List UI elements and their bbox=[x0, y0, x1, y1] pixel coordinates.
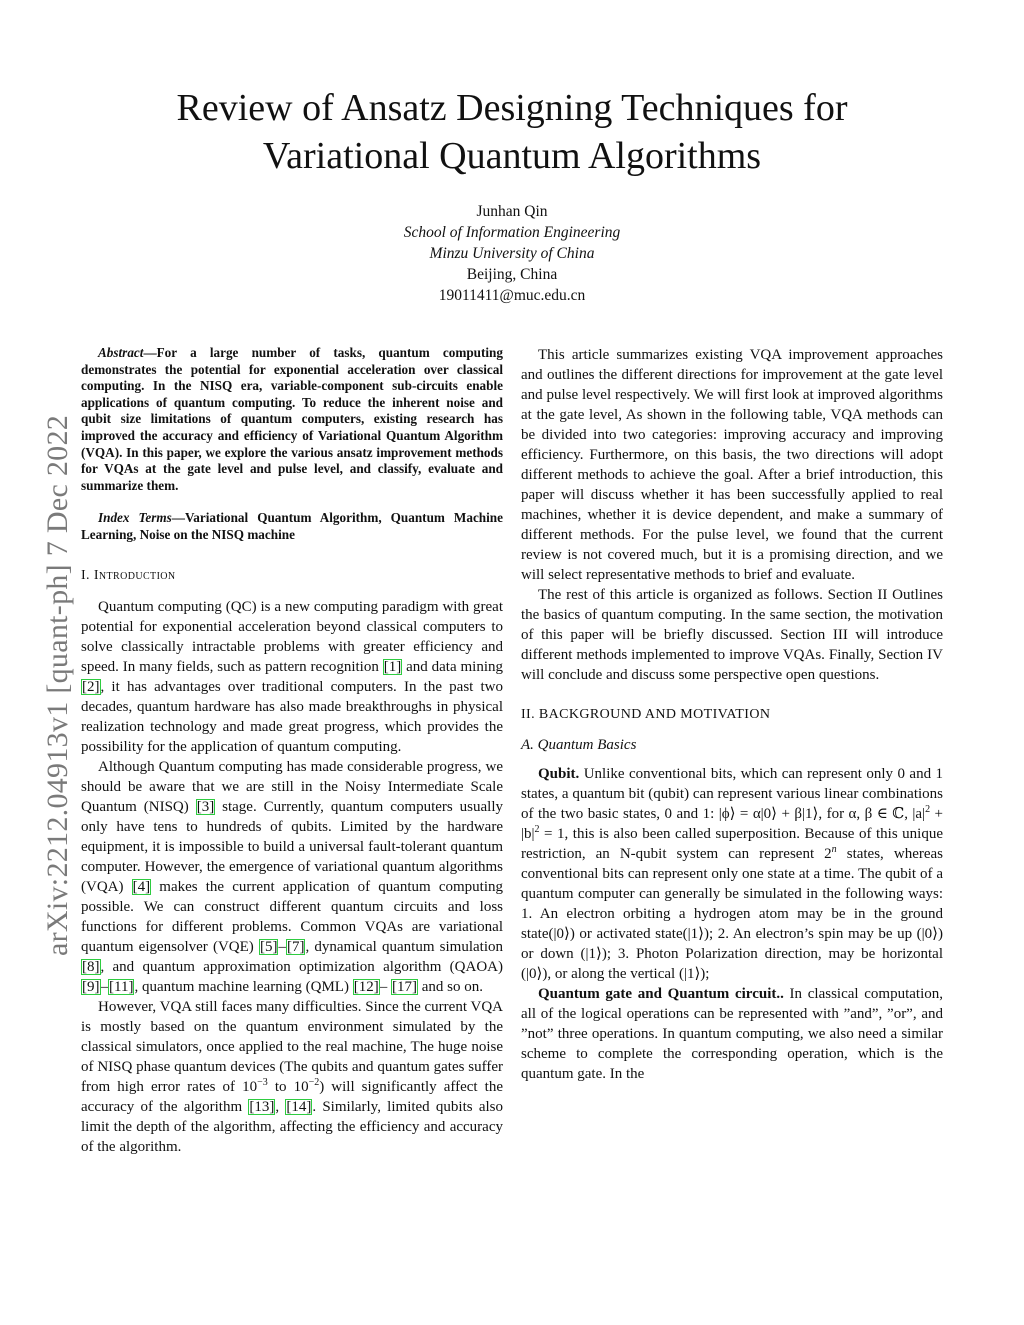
citation-link[interactable]: [14] bbox=[286, 1098, 312, 1115]
text-run: ) will significantly affect the accuracy of the algorithm bbox=[81, 1078, 503, 1115]
text-run: , quantum machine learning (QML) bbox=[134, 978, 349, 995]
text-run: , bbox=[275, 1098, 286, 1115]
citation-link[interactable]: [3] bbox=[196, 798, 215, 815]
citation-link[interactable]: [17] bbox=[391, 978, 417, 995]
index-terms bbox=[81, 510, 503, 543]
text-run: . Similarly, limited qubits also limit the depth of the algorithm, affecting the efficiency and accuracy of the algorithm. bbox=[81, 1098, 503, 1155]
qubit-paragraph bbox=[521, 764, 943, 984]
text-run: Quantum computing (QC) is a new computing paradigm with great potential for exponential acceleration beyond classical computers to solve classically intractable problems with greater efficiency and speed. In many fields, such as pattern recognition bbox=[81, 598, 503, 675]
intro-paragraph-3 bbox=[81, 997, 503, 1157]
citation-link[interactable]: [13] bbox=[249, 1098, 275, 1115]
abstract bbox=[81, 345, 503, 494]
qubit-label: Qubit. bbox=[538, 766, 580, 782]
text-run: , and quantum approximation optimization algorithm (QAOA) bbox=[100, 958, 503, 975]
exponent: −3 bbox=[257, 1076, 268, 1088]
section-heading-background: II. BACKGROUND AND MOTIVATION bbox=[521, 707, 771, 722]
range-dash: – bbox=[379, 978, 388, 995]
quantum-gate-paragraph bbox=[521, 984, 943, 1084]
index-terms-text: —Variational Quantum Algorithm, Quantum Machine Learning, Noise on the NISQ machine bbox=[81, 510, 503, 542]
range-dash: – bbox=[278, 938, 286, 955]
exponent: −2 bbox=[308, 1076, 320, 1088]
organization-paragraph: The rest of this article is organized as follows. Section II Outlines the basics of quantum computing. In the same section, the motivation of this paper will be briefly discussed. Section III will introduce different methods implemented to improve VQAs. Finally, Section IV will conclude and discuss some perspective open questions. bbox=[521, 587, 943, 683]
title-line-1: Review of Ansatz Designing Techniques for bbox=[176, 87, 848, 129]
citation-link[interactable]: [1] bbox=[383, 658, 402, 675]
subsection-heading-quantum-basics: A. Quantum Basics bbox=[521, 737, 637, 753]
quantum-gate-label: Quantum gate and Quantum circuit.. bbox=[538, 986, 784, 1002]
exponent: 2 bbox=[534, 824, 540, 835]
paper-title bbox=[80, 84, 944, 180]
text-run: Unlike conventional bits, which can represent only 0 and 1 states, a quantum bit (qubit) can represent various linear combinations of the two basic states, 0 and 1: |ϕ⟩ = α|0⟩ + β|1⟩, for α, β ∈ ℂ, |a| bbox=[521, 766, 943, 822]
text-run: However, VQA still faces many difficulties. Since the current VQA is mostly based on the quantum environment simulated by the classical simulators, once applied to the real machine, The huge noise of NISQ phase quantum devices (The qubits and quantum gates suffer from high error rates of 10 bbox=[81, 998, 503, 1095]
title-line-2: Variational Quantum Algorithms bbox=[262, 135, 762, 177]
section-heading-introduction: I. Introduction bbox=[81, 567, 176, 583]
citation-link[interactable]: [7] bbox=[286, 938, 305, 955]
exponent: 2 bbox=[925, 804, 931, 815]
author-email: 19011411@muc.edu.cn bbox=[438, 287, 586, 304]
summary-paragraph: This article summarizes existing VQA improvement approaches and outlines the different directions for improvement at the gate level and pulse level respectively. We will first look at improved algorithms at the gate level, As shown in the following table, VQA methods can be divided into two categories: improving accuracy and improving efficiency. Furthermore, on this basis, the two directions will adopt different methods to achieve the goal. After a brief introduction, this paper will discuss whether it has been successfully applied to real machines, whether it is device dependent, and make a summary of different methods. For the pulse level, we found that the current review is not covered much, but it is a promising direction, and we will select representative methods to brief and evaluate. bbox=[521, 347, 943, 583]
citation-link[interactable]: [12] bbox=[353, 978, 379, 995]
citation-link[interactable]: [5] bbox=[259, 938, 278, 955]
text-run: = 1, this is also been called superposition. Because of this unique restriction, an N-qubit system can represent 2 bbox=[521, 826, 943, 862]
author-location: Beijing, China bbox=[466, 266, 558, 283]
text-run: Although Quantum computing has made considerable progress, we should be aware that we are still in the Noisy Intermediate Scale Quantum (NISQ) bbox=[81, 758, 503, 815]
text-run: In classical computation, all of the logical operations can be represented with ”and”, ”or”, and ”not” three operations. In quantum computing, we also need a similar scheme to complete the corresponding operation, which is the quantum gate. In the bbox=[521, 986, 943, 1082]
text-run: to 10 bbox=[267, 1078, 309, 1095]
author-name: Junhan Qin bbox=[476, 203, 548, 220]
citation-link[interactable]: [4] bbox=[132, 878, 151, 895]
text-run: stage. Currently, quantum computers usually only have tens to hundreds of qubits. Limited by the hardware equipment, it is impossible to build a universal fault-tolerant quantum computer. However, the emergence of variational quantum algorithms (VQA) bbox=[81, 798, 504, 895]
intro-paragraph-1 bbox=[81, 597, 503, 757]
abstract-text: —For a large number of tasks, quantum computing demonstrates the potential for exponential acceleration over classical computing. In the NISQ era, variable-component sub-circuits enable applications of quantum computing. To reduce the inherent noise and qubit size limitations of quantum computers, existing research has improved the accuracy and efficiency of Variational Quantum Algorithm (VQA). In this paper, we explore the various ansatz improvement methods for VQAs at the gate level and pulse level, and classify, evaluate and summarize them. bbox=[81, 345, 503, 493]
affiliation-university: Minzu University of China bbox=[429, 245, 595, 262]
range-dash: – bbox=[100, 978, 108, 995]
text-run: , dynamical quantum simulation bbox=[305, 938, 503, 955]
text-run: makes the current application of quantum computing possible. We can construct different quantum circuits and loss functions for different problems. Common VQAs are variational quantum eigensolver (VQE) bbox=[81, 878, 503, 955]
text-run: states, whereas conventional bits can represent only one state at a time. The qubit of a quantum computer can generally be simulated in the following ways: 1. An electron orbiting a hydrogen atom may be in the ground state(|0⟩) or activated state(|1⟩); 2. An electron’s spin may be up (|0⟩) or down (|1⟩); 3. Photon Polarization direction, may be horizontal (|0⟩), or along the vertical (|1⟩); bbox=[521, 846, 943, 982]
text-run: + |b| bbox=[521, 806, 943, 842]
citation-link[interactable]: [11] bbox=[109, 978, 134, 995]
text-run: and data mining bbox=[402, 658, 503, 675]
citation-link[interactable]: [9] bbox=[82, 978, 100, 995]
left-column bbox=[81, 345, 503, 1157]
exponent: n bbox=[831, 844, 837, 855]
index-terms-label: Index Terms bbox=[98, 510, 172, 526]
arxiv-stamp: arXiv:2212.04913v1 [quant-ph] 7 Dec 2022 bbox=[41, 414, 74, 956]
text-run: , it has advantages over traditional computers. In the past two decades, quantum hardware has also made breakthroughs in physical realization technology and made great progress, which provides the possibility for the application of quantum computing. bbox=[81, 678, 503, 755]
affiliation-school: School of Information Engineering bbox=[403, 224, 621, 241]
author-block bbox=[260, 201, 764, 306]
abstract-label: Abstract bbox=[98, 345, 144, 360]
intro-paragraph-2 bbox=[81, 757, 503, 997]
text-run: and so on. bbox=[417, 978, 483, 995]
right-column bbox=[521, 345, 943, 1084]
citation-link[interactable]: [8] bbox=[82, 958, 100, 975]
citation-link[interactable]: [2] bbox=[82, 678, 100, 695]
